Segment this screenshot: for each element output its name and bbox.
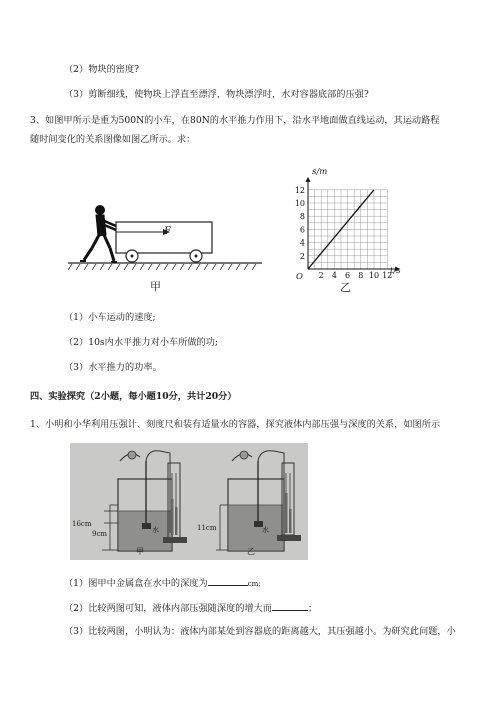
y-tick-label: 6 (299, 225, 305, 235)
x-tick-label: 6 (345, 271, 351, 278)
answer-blank-2[interactable] (272, 601, 308, 611)
sub-4-2 (64, 601, 317, 615)
sub-3-3: （3）水平推力的功率。 (64, 362, 162, 373)
sub-4-2-text: （2）比较两图可知，液体内部压强随深度的增大而 (64, 603, 272, 614)
y-axis-arrow (306, 177, 311, 182)
sub-3-1: （1）小车运动的速度; (64, 312, 156, 323)
sub-3-2: （2）10s内水平推力对小车所做的功; (64, 337, 218, 348)
figure-jia-caption: 甲 (150, 280, 161, 293)
person-silhouette (80, 206, 117, 263)
problem-4-1-line-1: 1、小明和小华利用压强计、刻度尺和装有适量水的容器，探究液体内部压强与深度的关系，如图所示 (30, 419, 441, 430)
chart-grid (308, 190, 387, 269)
figure-jia-cart (66, 190, 266, 295)
figure-yi-chart (290, 168, 410, 278)
sub-4-1-unit: cm; (247, 580, 261, 588)
chart-axes (306, 177, 401, 272)
photo-right-caption: 乙 (247, 547, 255, 556)
question-3: （3）剪断细线，使物块上浮直至漂浮，物块漂浮时，水对容器底部的压强? (64, 89, 369, 100)
x-tick-label: 4 (331, 271, 337, 278)
photo-left-mark: 9cm (92, 530, 108, 538)
photo-right-water: 水 (262, 526, 269, 534)
x-tick-label: 10 (368, 271, 380, 278)
x-tick-label: 2 (318, 271, 324, 278)
force-label: F (164, 226, 171, 237)
answer-blank-1[interactable] (208, 576, 248, 586)
photo-left-depth: 16cm (72, 520, 92, 528)
y-tick-label: 2 (299, 251, 305, 261)
y-tick-label: 10 (294, 199, 305, 208)
ground (68, 263, 262, 270)
photo-left-water: 水 (152, 526, 159, 534)
photo-right-depth: 11cm (197, 524, 217, 532)
x-tick-label: 8 (358, 271, 364, 278)
question-2: （2）物块的密度? (64, 64, 140, 75)
problem-3-line-2: 随时间变化的关系图像如图乙所示。求： (30, 134, 196, 145)
experiment-photo (70, 443, 308, 560)
sub-4-1 (64, 576, 261, 590)
sub-4-1-text: （1）图甲中金属盒在水中的深度为 (64, 578, 208, 589)
chart-ticks (295, 186, 392, 278)
photo-left-caption: 甲 (136, 547, 144, 556)
y-tick-label: 8 (299, 212, 305, 222)
x-tick-label: 12 (382, 271, 393, 278)
chart-origin-label: O (296, 272, 303, 282)
sub-4-3: （3）比较两图，小明认为：液体内部某处到容器底的距离越大，其压强越小。为研究此问题，小 (64, 626, 456, 637)
sub-4-2-end: ； (307, 603, 318, 614)
section-4-heading: 四、实验探究（2小题，每小题10分，共计20分） (30, 391, 237, 402)
chart-xlabel: t/s (390, 266, 401, 276)
y-tick-label: 12 (294, 185, 305, 195)
problem-3-line-1: 3、如图甲所示是重为500N的小车，在80N的水平推力作用下，沿水平地面做直线运动，其运动路程 (30, 115, 440, 126)
chart-ylabel: s/m (312, 167, 328, 177)
figure-yi-caption: 乙 (340, 281, 351, 294)
y-tick-label: 4 (299, 238, 305, 248)
